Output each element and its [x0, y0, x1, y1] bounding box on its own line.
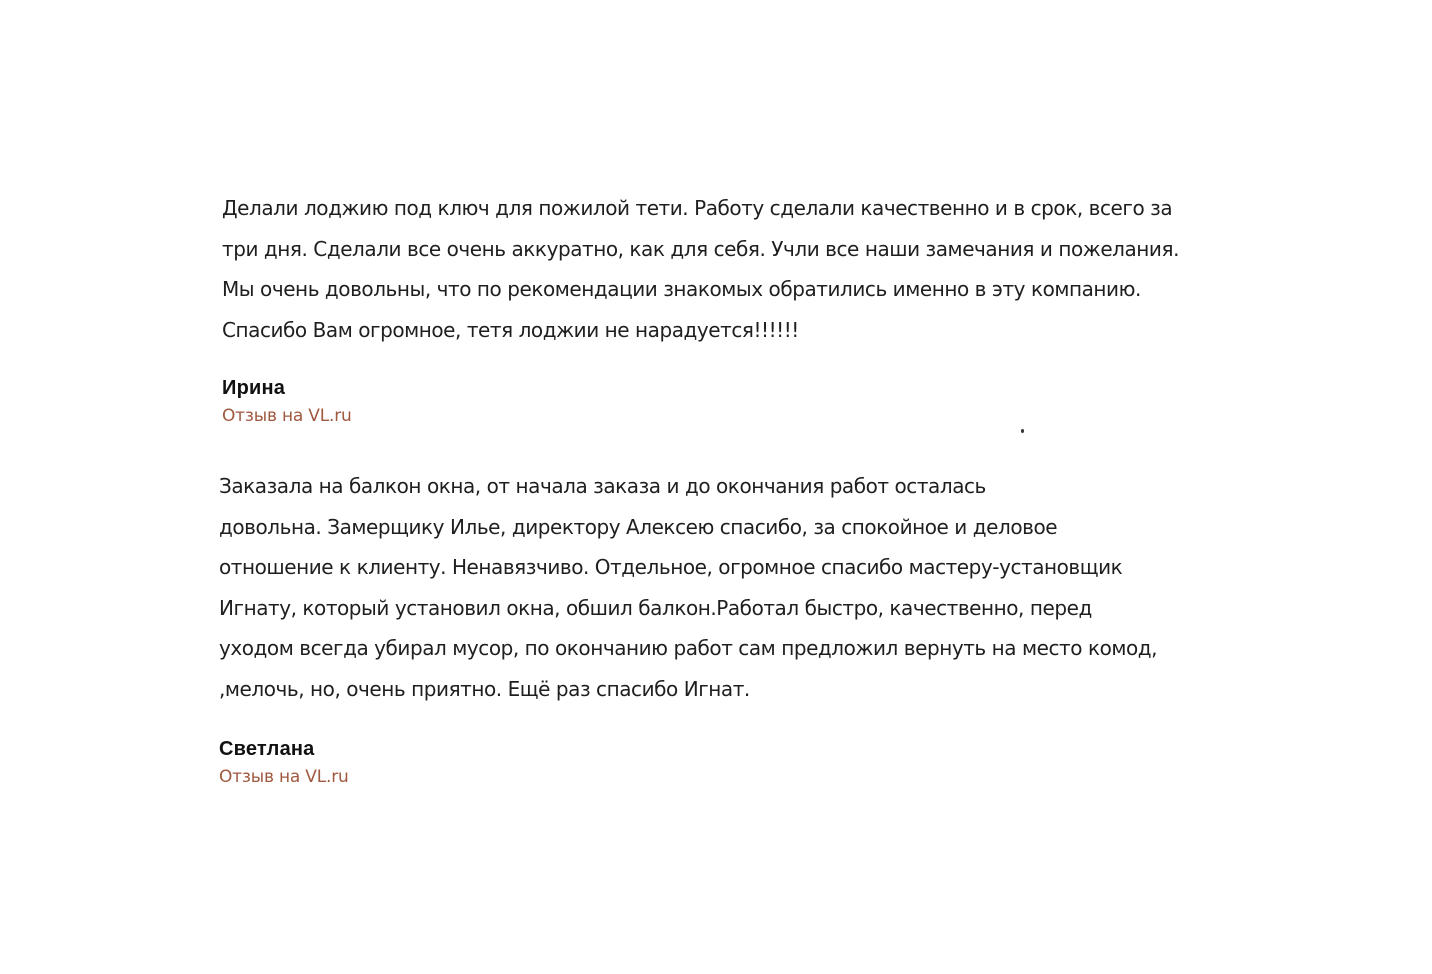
review-author: Ирина — [222, 377, 286, 399]
review-text-line: ,мелочь, но, очень приятно. Ещё раз спасибо Игнат. — [219, 676, 750, 701]
review-text-line: Спасибо Вам огромное, тетя лоджии не нарадуется!!!!!! — [222, 317, 799, 342]
review-author: Светлана — [219, 738, 315, 760]
stray-dot — [1021, 429, 1024, 433]
review-text-line: Игнату, который установил окна, обшил балкон.Работал быстро, качественно, перед — [219, 595, 1092, 620]
review-text-line: отношение к клиенту. Ненавязчиво. Отдельное, огромное спасибо мастеру-установщик — [219, 555, 1123, 579]
review-text-line: Мы очень довольны, что по рекомендации знакомых обратились именно в эту компанию. — [222, 277, 1141, 301]
review-source-link[interactable]: Отзыв на VL.ru — [222, 406, 352, 426]
review-text-line: уходом всегда убирал мусор, по окончанию работ сам предложил вернуть на место комод, — [219, 636, 1158, 660]
review-text — [219, 466, 1199, 709]
review-text-line: Делали лоджию под ключ для пожилой тети. Работу сделали качественно и в срок, всего за — [222, 196, 1173, 220]
review-card-irina — [222, 188, 1202, 426]
review-text — [222, 188, 1202, 350]
review-text-line: Заказала на балкон окна, от начала заказа и до окончания работ осталась — [219, 474, 986, 498]
review-source-link[interactable]: Отзыв на VL.ru — [219, 767, 349, 787]
review-card-svetlana — [219, 466, 1199, 787]
review-text-line: довольна. Замерщику Илье, директору Алексею спасибо, за спокойное и деловое — [219, 514, 1058, 539]
review-text-line: три дня. Сделали все очень аккуратно, как для себя. Учли все наши замечания и пожелания. — [222, 236, 1179, 261]
